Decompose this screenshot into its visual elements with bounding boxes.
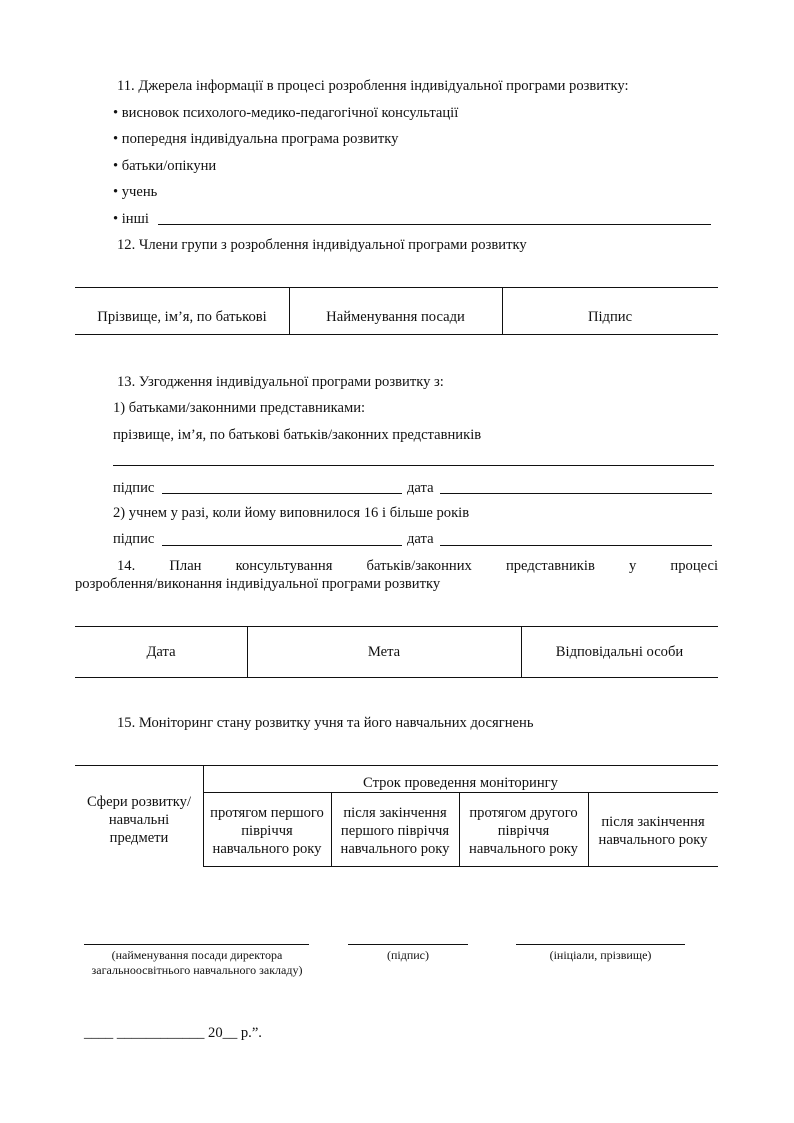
section-15-title: 15. Моніторинг стану розвитку учня та його навчальних досягнень <box>117 715 534 731</box>
header-line: Сфери розвитку/ <box>86 794 192 810</box>
section-14-title-continued: розроблення/виконання індивідуальної програми розвитку <box>75 576 441 592</box>
column-header-second-half-during <box>459 798 588 864</box>
header-line: півріччя <box>241 823 293 839</box>
table-top-border <box>75 765 718 766</box>
signature-caption: (підпис) <box>386 948 430 962</box>
other-source-fill-line[interactable] <box>158 224 711 225</box>
director-signature-fill-line[interactable] <box>348 944 468 945</box>
column-header-date: Дата <box>146 643 176 660</box>
table-bottom-border <box>75 334 718 335</box>
parents-date-fill-line[interactable] <box>440 493 712 494</box>
header-line: після закінчення <box>601 814 705 830</box>
header-line: півріччя <box>497 823 550 839</box>
director-caption <box>60 948 334 978</box>
header-line: протягом першого <box>210 805 324 821</box>
parents-signature-label: підпис <box>113 480 155 496</box>
agreement-parents-heading: 1) батьками/законними представниками: <box>113 400 366 416</box>
group-header-monitoring-period: Строк проведення моніторингу <box>363 775 558 791</box>
table-bottom-border <box>203 866 718 867</box>
source-item-previous-program: • попередня індивідуальна програма розвитку <box>113 131 399 147</box>
section-12-title: 12. Члени групи з розроблення індивідуальної програми розвитку <box>117 237 527 253</box>
column-header-year-after <box>588 798 718 864</box>
document-date-line[interactable]: ____ ____________ 20__ р.”. <box>84 1025 262 1041</box>
header-line: навчального року <box>340 841 450 857</box>
student-signature-label: підпис <box>113 531 155 547</box>
header-line: навчального року <box>598 832 708 848</box>
director-position-fill-line[interactable] <box>84 944 309 945</box>
parents-date-label: дата <box>407 480 434 496</box>
parents-name-label: прізвище, ім’я, по батькові батьків/законних представників <box>113 427 482 443</box>
column-header-goal: Мета <box>367 643 401 660</box>
column-header-development-areas <box>75 790 203 850</box>
section-11-title: 11. Джерела інформації в процесі розроблення індивідуальної програми розвитку: <box>117 78 629 94</box>
caption-line: загальноосвітнього навчального закладу) <box>91 963 303 977</box>
section-13-title: 13. Узгодження індивідуальної програми розвитку з: <box>117 374 444 390</box>
header-line: навчального року <box>469 841 578 857</box>
initials-caption: (ініціали, прізвище) <box>549 948 652 962</box>
column-header-first-half-during <box>203 798 331 864</box>
source-item-other: • інші <box>113 211 149 227</box>
agreement-student-heading: 2) учнем у разі, коли йому виповнилося 16 і більше років <box>113 505 470 521</box>
student-date-fill-line[interactable] <box>440 545 712 546</box>
director-initials-fill-line[interactable] <box>516 944 685 945</box>
header-line: навчального року <box>212 841 322 857</box>
column-header-first-half-after <box>331 798 459 864</box>
parents-signature-fill-line[interactable] <box>162 493 402 494</box>
parents-name-fill-line[interactable] <box>113 465 714 466</box>
header-line: після закінчення <box>343 805 447 821</box>
column-header-position: Найменування посади <box>326 309 465 325</box>
header-line: навчальні <box>108 812 170 828</box>
student-signature-fill-line[interactable] <box>162 545 402 546</box>
header-line: предмети <box>109 830 169 846</box>
section-14-title: 14. План консультування батьків/законних представників у процесі <box>117 558 718 574</box>
table-top-border <box>75 287 718 288</box>
column-header-full-name: Прізвище, ім’я, по батькові <box>97 309 267 325</box>
column-header-signature: Підпис <box>587 309 633 325</box>
caption-line: (найменування посади директора <box>111 948 283 962</box>
table-bottom-border <box>75 677 718 678</box>
header-line: першого півріччя <box>340 823 450 839</box>
student-date-label: дата <box>407 531 434 547</box>
header-line: протягом другого <box>469 805 578 821</box>
column-header-responsible: Відповідальні особи <box>555 643 684 660</box>
source-item-parents: • батьки/опікуни <box>113 158 217 174</box>
source-item-student: • учень <box>113 184 158 200</box>
source-item-conclusion: • висновок психолого-медико-педагогічної консультації <box>113 105 459 121</box>
